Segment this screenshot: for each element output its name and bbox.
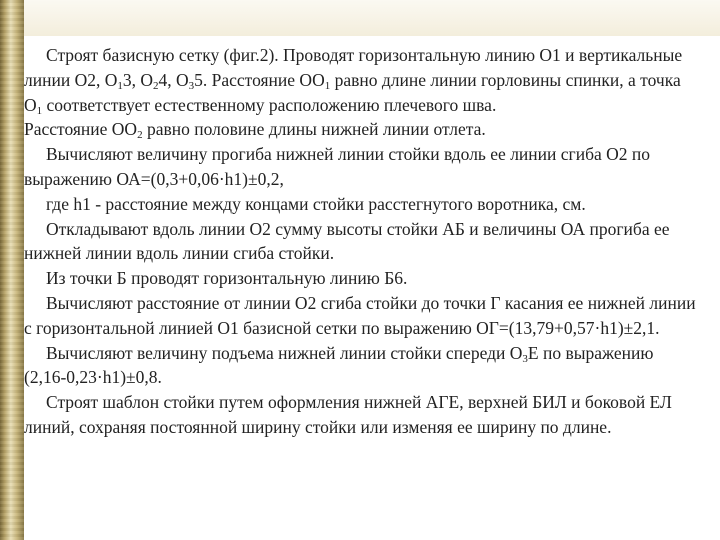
text-run: где h1 - расстояние между концами стойки расстегнутого воротника, см. [46,193,586,214]
subscript: 1 [36,104,43,117]
paragraph [24,291,696,341]
paragraph [24,117,696,142]
text-run: Е по выражению (2,16-0,23·h1)±0,8. [24,342,654,388]
text-run: 3, О [122,69,153,90]
text-run: Вычисляют расстояние от линии О2 сгиба стойки до точки Г касания ее нижней линии с горизонтальной линией О1 базисной сетки по выражению ОГ=(13,79+0,57·h1)±2,1. [24,292,696,338]
subscript: 3 [522,352,528,365]
paragraph [24,341,696,391]
subscript: 2 [137,129,143,142]
text-run: 5. Расстояние ОО [194,69,325,90]
slide-top-band [0,0,720,36]
text-run: Строят шаблон стойки путем оформления нижней АГЕ, верхней БИЛ и боковой ЕЛ линий, сохраняя постоянной ширину стойки или изменяя ее ширину по длине. [24,392,672,437]
text-run: Откладывают вдоль линии О2 сумму высоты стойки АБ и величины ОА прогиба ее нижней линии вдоль линии сгиба стойки. [24,218,670,264]
text-run: равно половине длины нижней линии отлета. [142,119,486,140]
paragraph [24,192,696,217]
subscript: 1 [324,79,331,92]
text-run: Из точки Б проводят горизонтальную линию Б6. [46,268,408,289]
paragraph [24,266,696,291]
text-run: равно длине линии горловины спинки, а точка О [24,69,681,115]
decorative-gold-border [0,0,24,540]
document-text-block [24,43,696,440]
text-run: Вычисляют величину прогиба нижней линии стойки вдоль ее линии сгиба О2 по выражению ОА=(0,3+0,06·h1)±0,2, [24,144,651,189]
paragraph [24,43,696,117]
subscript: 3 [188,79,195,92]
paragraph [24,217,696,267]
subscript: 2 [153,79,159,92]
text-run: Вычисляют величину подъема нижней линии стойки спереди О [46,342,523,363]
text-run: Строят базисную сетку (фиг.2). Проводят горизонтальную линию О1 и вертикальные линии О2, О [24,45,683,90]
text-run: соответствует естественному расположению плечевого шва. [42,94,497,115]
paragraph [24,142,696,192]
paragraph [24,390,696,440]
text-run: 4, О [158,69,189,90]
text-run: Расстояние ОО [24,119,138,140]
subscript: 1 [117,79,123,92]
